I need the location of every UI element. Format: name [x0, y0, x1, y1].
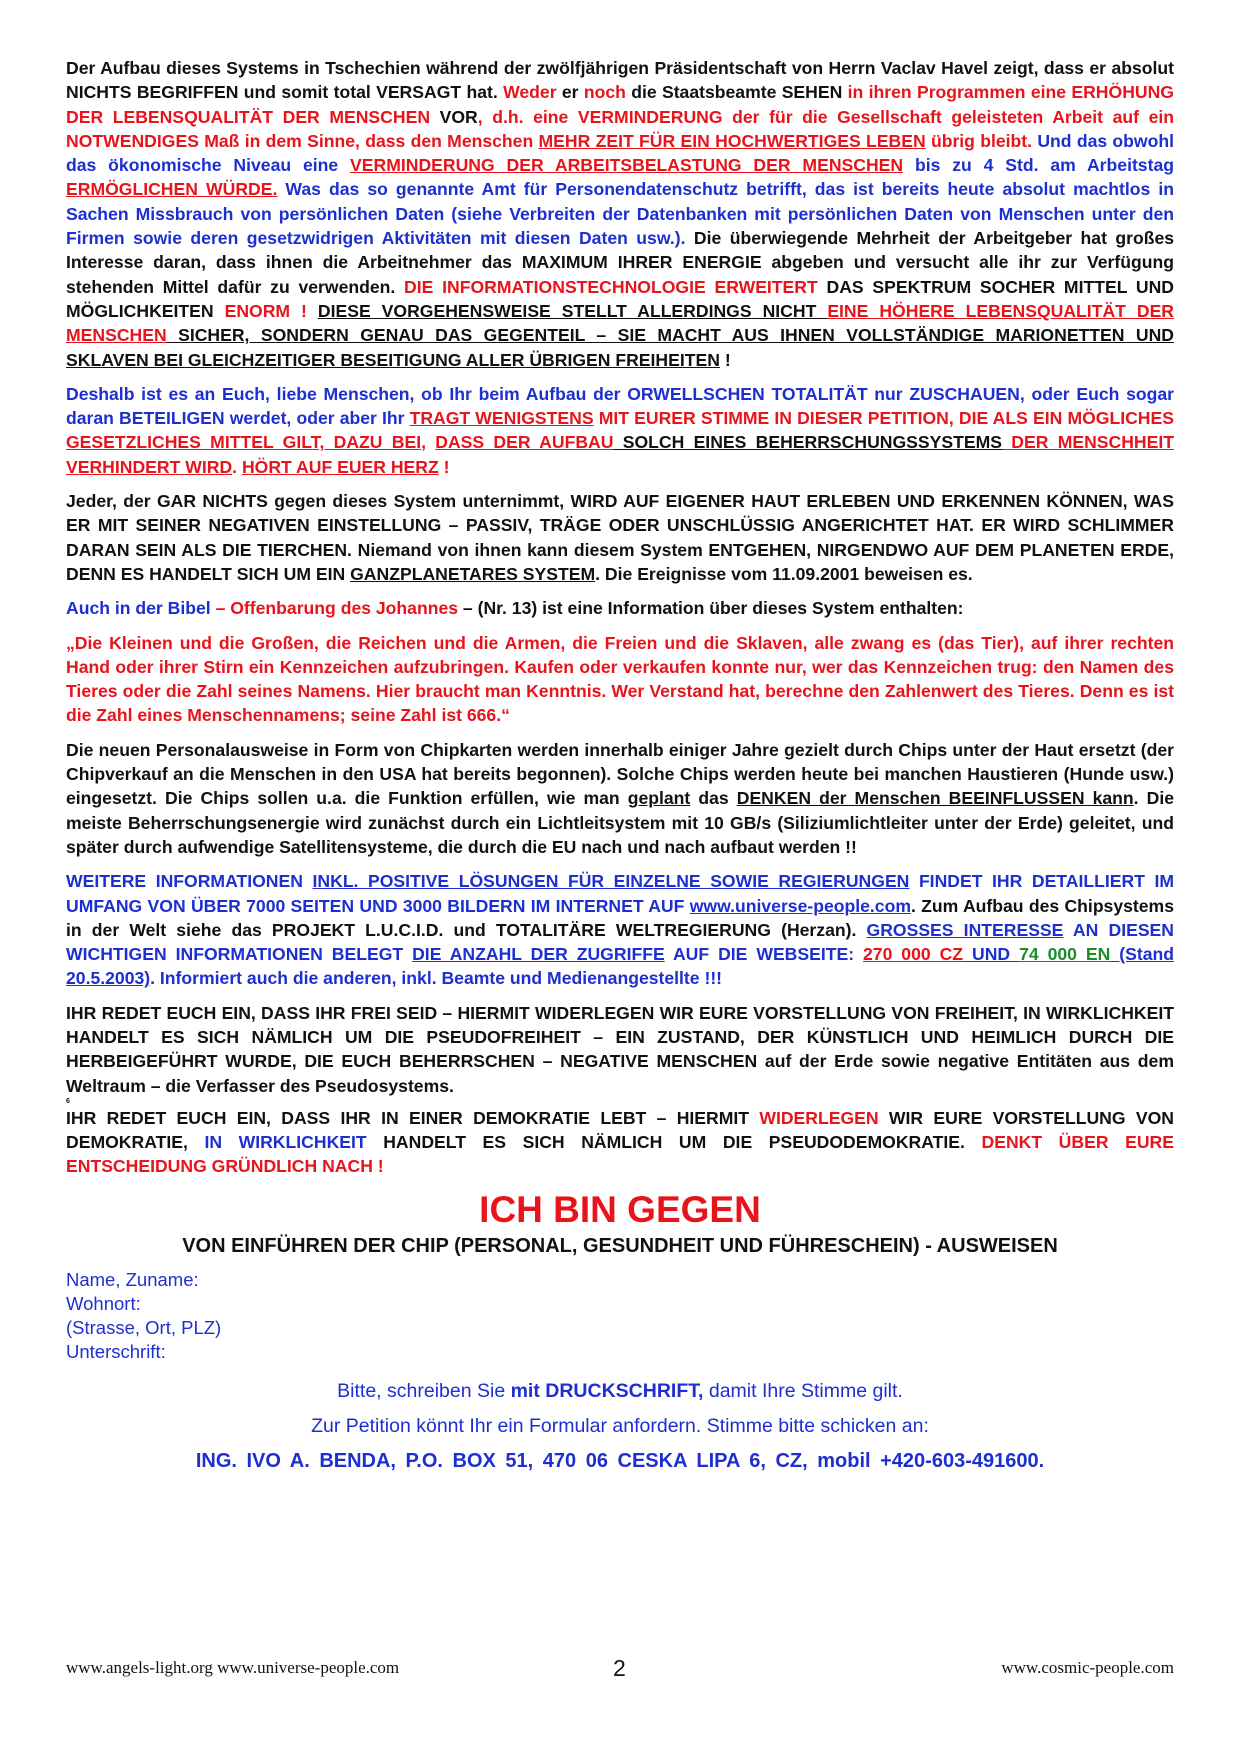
petition-headline: ICH BIN GEGEN	[479, 1188, 761, 1230]
text: Bitte, schreiben Sie	[337, 1379, 511, 1402]
text: die Staatsbeamte SEHEN	[625, 82, 848, 103]
text: 270 000 CZ	[863, 944, 964, 965]
page-number: 2	[613, 1655, 626, 1681]
text: HÖRT AUF EUER HERZ	[241, 456, 439, 477]
text: – (Nr. 13) ist eine Information über dieses System enthalten:	[458, 598, 964, 619]
text: .	[232, 456, 242, 477]
text	[307, 301, 318, 321]
text: Deshalb ist es an Euch, liebe Menschen, ob Ihr beim Aufbau der ORWELLSCHEN TOTALITÄT nur ZUSCHAUEN, oder Euch sogar daran BETEILIGEN werdet, oder aber Ihr	[66, 383, 1174, 429]
text: GANZPLANETARES SYSTEM	[350, 563, 596, 584]
text: 74 000 EN	[1019, 944, 1111, 965]
text: IHR REDET EUCH EIN, DASS IHR IN EINER DEMOKRATIE LEBT – HIERMIT	[66, 1107, 760, 1128]
footer-left-links[interactable]: www.angels-light.org www.universe-people.com	[66, 1658, 400, 1677]
text: DAS SPEKTRUM SOCHER MITTEL UND MÖGLICHKEITEN	[66, 276, 1174, 321]
text: er	[556, 82, 584, 103]
text: – Offenbarung des Johannes	[210, 598, 459, 619]
text: WIR EURE VORSTELLUNG VON DEMOKRATIE,	[66, 1107, 1174, 1153]
text: geplant	[627, 788, 691, 809]
website-link[interactable]: www.universe-people.com	[689, 895, 911, 916]
footer-right-link[interactable]: www.cosmic-people.com	[1001, 1658, 1174, 1677]
text: . Die Ereignisse vom 11.09.2001 beweisen es.	[595, 563, 973, 584]
text: GROSSES INTERESSE	[866, 919, 1064, 940]
text: MEHR ZEIT FÜR EIN HOCHWERTIGES LEBEN	[538, 130, 926, 151]
print-note	[66, 1380, 1174, 1403]
text: DENKT ÜBER EURE ENTSCHEIDUNG GRÜNDLICH NACH !	[66, 1132, 1174, 1177]
text: Was das so genannte Amt für Personendatenschutz betrifft, das ist bereits heute absolut machtlos in Sachen Missbrauch von persönlichen Daten (siehe Verbreiten der Datenbanken mit persönlichen Daten von Menschen unter den Firmen sowie deren gesetzwidrigen Aktivitäten mit diesen Daten usw.).	[66, 179, 1174, 249]
text: UND	[963, 944, 1020, 965]
text: ,	[421, 432, 436, 453]
text: ERMÖGLICHEN WÜRDE.	[66, 179, 278, 200]
text: ENORM !	[224, 300, 307, 321]
address-field-label: (Strasse, Ort, PLZ)	[66, 1316, 222, 1338]
postal-address: ING. IVO A. BENDA, P.O. BOX 51, 470 06 CESKA LIPA 6, CZ, mobil +420-603-491600.	[195, 1449, 1045, 1472]
text: noch	[583, 82, 626, 103]
text: DIE INFORMATIONSTECHNOLOGIE ERWEITERT	[404, 276, 818, 297]
name-field-label: Name, Zuname:	[66, 1268, 199, 1290]
text: DASS DER AUFBAU	[435, 432, 614, 453]
paragraph-bibel	[66, 596, 1174, 620]
text: EINE HÖHERE LEBENSQUALITÄT DER MENSCHEN	[66, 300, 1175, 346]
text: HANDELT ES SICH NÄMLICH UM DIE PSEUDODEMOKRATIE.	[366, 1132, 982, 1153]
paragraph-info	[66, 869, 1174, 990]
text: Der Aufbau dieses Systems in Tschechien während der zwölfjährigen Präsidentschaft von Herrn Vaclav Havel zeigt, dass er absolut NICHTS BEGRIFFEN und somit total VERSAGT hat.	[66, 58, 1174, 103]
paragraph-deshalb	[66, 382, 1174, 479]
text: DIE ANZAHL DER ZUGRIFFE	[412, 944, 665, 965]
text: FINDET IHR DETAILLIERT IM UMFANG VON ÜBER 7000 SEITEN UND 3000 BILDERN IM INTERNET AUF	[66, 871, 1174, 916]
text: Die überwiegende Mehrheit der Arbeitgeber hat großes Interesse daran, dass ihnen die Arbeitnehmer das MAXIMUM IHRER ENERGIE abgeben und versucht alle ihr zur Verfügung stehenden Mittel dafür zu verwenden.	[66, 228, 1175, 297]
wohnort-field-label: Wohnort:	[66, 1292, 141, 1314]
text: !	[438, 456, 450, 477]
paragraph-freiheit: IHR REDET EUCH EIN, DASS IHR FREI SEID – HIERMIT WIDERLEGEN WIR EURE VORSTELLUNG VON FREIHEIT, IN WIRKLICHKEIT HANDELT ES SICH NÄMLICH UM DIE PSEUDOFREIHEIT – EIN ZUSTAND, DER KÜNSTLICH UND HEIMLICH DURCH DIE HERBEIGEFÜHRT WURDE, DIE EUCH BEHERRSCHEN – NEGATIVE MENSCHEN auf der Erde sowie negative Entitäten aus dem Weltraum – die Verfasser des Pseudosystems.	[66, 1002, 1174, 1096]
text: . Zum Aufbau des Chipsystems in der Welt siehe das PROJEKT L.U.C.I.D. und TOTALITÄRE WELTREGIERUNG (Herzan).	[66, 895, 1174, 940]
paragraph-demokratie	[66, 1106, 1174, 1179]
text: DER MENSCHHEIT VERHINDERT WIRD	[66, 432, 1175, 477]
text: Jeder, der GAR NICHTS gegen dieses System unternimmt, WIRD AUF EIGENER HAUT ERLEBEN UND ERKENNEN KÖNNEN, WAS ER MIT SEINER NEGATIVEN EINSTELLUNG – PASSIV, TRÄGE ODER UNSCHLÜSSIG ANGERICHTET HAT. ER WIRD SCHLIMMER DARAN SEIN ALS DIE TIERCHEN. Niemand von ihnen kann diesem System ENTGEHEN, NIRGENDWO AUF DEM PLANETEN ERDE, DENN ES HANDELT SICH UM EIN	[66, 491, 1174, 584]
text: bis zu 4 Std. am Arbeitstag	[903, 155, 1174, 176]
text: Auch in der Bibel	[66, 598, 211, 619]
page-footer	[66, 1655, 1174, 1686]
petition-subheading: VON EINFÜHREN DER CHIP (PERSONAL, GESUNDHEIT UND FÜHRESCHEIN) - AUSWEISEN	[182, 1234, 1058, 1257]
paragraph-quote: „Die Kleinen und die Großen, die Reichen und die Armen, die Freien und die Sklaven, alle zwang es (das Tier), auf ihrer rechten Hand oder ihrer Stirn ein Kennzeichen aufzubringen. Kaufen oder verkaufen konnte nur, wer das Kennzeichen trug: den Namen des Tieres oder die Zahl seines Namens. Hier braucht man Kenntnis. Wer Verstand hat, berechne den Zahlenwert des Tieres. Denn es ist die Zahl eines Menschennamens; seine Zahl ist 666.“	[66, 632, 1174, 726]
text: WEITERE INFORMATIONEN	[66, 871, 313, 892]
paragraph-chips	[66, 738, 1174, 859]
text: DENKEN der Menschen BEEINFLUSSEN kann	[736, 788, 1134, 809]
signature-form	[66, 1268, 1174, 1364]
text: INKL. POSITIVE LÖSUNGEN FÜR EINZELNE SOWIE REGIERUNGEN	[312, 871, 910, 892]
text: damit Ihre Stimme gilt.	[703, 1379, 903, 1402]
text: TRAGT WENIGSTENS	[409, 408, 594, 429]
paragraph-jeder	[66, 489, 1174, 586]
text: GESETZLICHES MITTEL GILT, DAZU BEI	[66, 432, 422, 453]
text: das	[690, 788, 737, 809]
text: Weder	[503, 82, 557, 103]
document-body	[66, 56, 1174, 1473]
paragraph-havel	[66, 56, 1174, 372]
text: DIESE VORGEHENSWEISE STELLT ALLERDINGS NICHT	[317, 300, 828, 321]
text: in ihren Programmen eine ERHÖHUNG DER LEBENSQUALITÄT DER MENSCHEN	[66, 82, 1174, 127]
text: Die neuen Personalausweise in Form von Chipkarten werden innerhalb einiger Jahre gezielt durch Chips unter der Haut ersetzt (der Chipverkauf an die Menschen in den USA hat bereits begonnen). Solche Chips werden heute bei manchen Haustieren (Hunde usw.) eingesetzt. Die Chips sollen u.a. die Funktion erfüllen, wie man	[66, 739, 1174, 809]
text: VOR	[430, 106, 478, 127]
signature-field-label: Unterschrift:	[66, 1340, 166, 1362]
text: . Informiert auch die anderen, inkl. Beamte und Medienangestellte !!!	[150, 968, 723, 989]
text: SOLCH EINES BEHERRSCHUNGSSYSTEMS	[613, 432, 1002, 453]
text: WIDERLEGEN	[759, 1107, 879, 1128]
text: SICHER, SONDERN GENAU DAS GEGENTEIL – SIE MACHT AUS IHNEN VOLLSTÄNDIGE MARIONETTEN UND SKLAVEN BEI GLEICHZEITIGER BESEITIGUNG ALLER ÜBRIGEN FREIHEITEN	[66, 325, 1174, 370]
text: . Die meiste Beherrschungsenergie wird zunächst durch ein Lichtleitsystem mit 10 GB/s (Siliziumlichtleiter unter der Erde) geleitet, und später durch aufwendige Satellitensysteme, die durch die EU nach und nach aufbaut werden !!	[66, 788, 1175, 857]
text: mit DRUCKSCHRIFT,	[510, 1379, 704, 1402]
text: AUF DIE WEBSEITE:	[664, 944, 864, 965]
petition-request-note: Zur Petition könnt Ihr ein Formular anfordern. Stimme bitte schicken an:	[311, 1414, 929, 1437]
footnote-mark: 6	[66, 1097, 70, 1105]
text: IN WIRKLICHKEIT	[204, 1132, 367, 1153]
text: übrig bleibt.	[925, 130, 1038, 151]
text: !	[719, 349, 731, 370]
text: VERMINDERUNG DER ARBEITSBELASTUNG DER MENSCHEN	[350, 155, 904, 176]
text: MIT EURER STIMME IN DIESER PETITION, DIE ALS EIN MÖGLICHES	[593, 408, 1174, 429]
text: AN DIESEN WICHTIGEN INFORMATIONEN BELEGT	[66, 919, 1174, 965]
text: Und das obwohl das ökonomische Niveau eine	[66, 130, 1174, 176]
text: (Stand 20.5.2003)	[66, 944, 1174, 989]
text: , d.h. eine VERMINDERUNG der für die Gesellschaft geleisteten Arbeit auf ein NOTWENDIGES Maß in dem Sinne, dass den Menschen	[66, 106, 1175, 151]
